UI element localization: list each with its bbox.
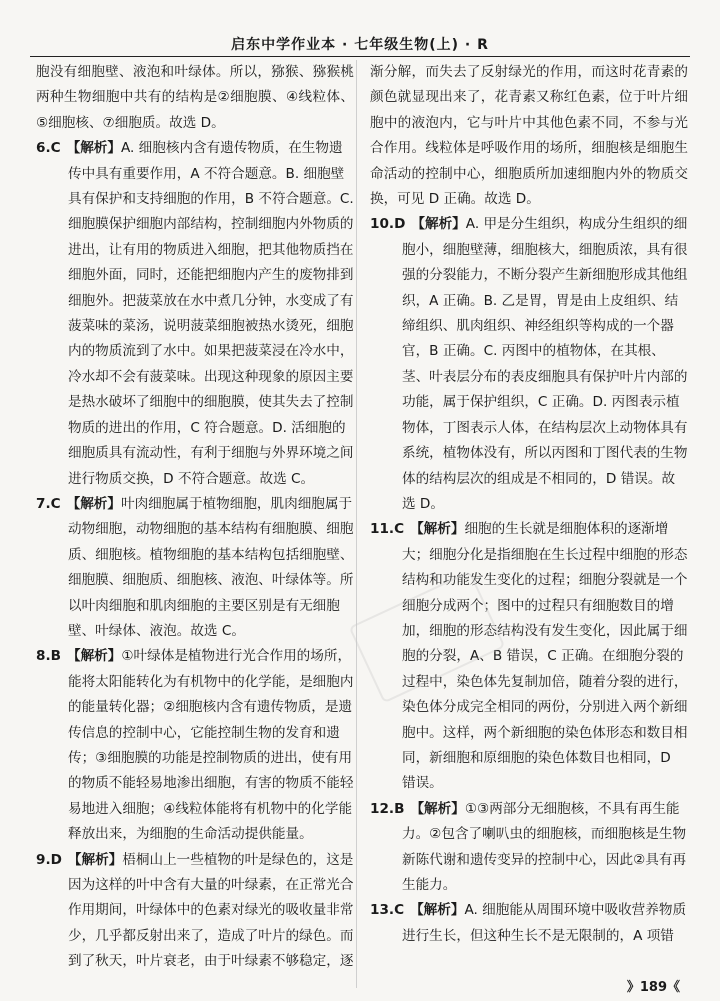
header-rule <box>30 56 690 57</box>
item-number: 10. <box>370 216 395 233</box>
page-header <box>0 0 720 62</box>
item-number: 9. <box>36 851 51 868</box>
answer-item-6 <box>36 136 354 492</box>
continued-paragraph: 胞没有细胞壁、液泡和叶绿体。所以，猕猴、猕猴桃两种生物细胞中共有的结构是②细胞膜、④线粒体、⑤细胞核、⑦细胞质。故选 D。 <box>36 64 354 131</box>
item-answer: C <box>394 521 405 538</box>
answer-item-10 <box>370 212 688 517</box>
item-answer: D <box>394 216 406 233</box>
analysis-tag: 【解析】 <box>410 800 465 817</box>
item-number: 13. <box>370 902 395 919</box>
item-text: A. 甲是分生组织，构成分生组织的细胞小，细胞壁薄，细胞核大，细胞质浓，具有很强的分裂能力，不断分裂产生新细胞形成其他组织，A 正确。B. 乙是胃，胃是由上皮组织、结缔组织、肌肉组织、神经组织等构成的一个器官，B 正确。C. 丙图中的植物体，在其根、茎、叶表层分布的表皮细胞具有保护叶片内部的功能，属于保护组织，C 正确。D. 丙图表示植物体，丁图表示人体，在结构层次上动物体具有系统，植物体没有，所以丙图和丁图代表的生物体的结构层次的组成是不相同的，D 错误。故选 D。 <box>402 216 688 512</box>
answer-item-7 <box>36 492 354 644</box>
answer-item-13 <box>370 898 688 949</box>
item-text: A. 细胞能从周围环境中吸收营养物质进行生长，但这种生长不是无限制的，A 项错 <box>402 902 687 944</box>
continued-paragraph: 渐分解，而失去了反射绿光的作用，而这时花青素的颜色就显现出来了，花青素又称红色素，位于叶片细胞中的液泡内，它与叶片中其他色素不同，不参与光合作用。线粒体是呼吸作用的场所，细胞核是细胞生命活动的控制中心，细胞质所加速细胞内外的物质交换，可见 D 正确。故选 D。 <box>370 64 688 208</box>
answer-item-12 <box>370 797 688 899</box>
header-title: 启东中学作业本 · 七年级生物(上) · R <box>231 37 489 53</box>
item-text: 细胞的生长就是细胞体积的逐渐增大；细胞分化是指细胞在生长过程中细胞的形态结构和功能发生变化的过程；细胞分裂就是一个细胞分成两个；图中的过程只有细胞数目的增加，细胞的形态结构没有发生变化，因此属于细胞的分裂，A、B 错误，C 正确。在细胞分裂的过程中，染色体先复制加倍，随着分裂的进行，染色体分成完全相同的两份，分别进入两个新细胞中。这样，两个新细胞的染色体形态和数目相同，新细胞和原细胞的染色体数目也相同，D 错误。 <box>402 521 688 792</box>
analysis-tag: 【解析】 <box>67 648 122 665</box>
item-number: 8. <box>36 648 51 665</box>
page-number: 》189《 <box>626 980 680 995</box>
item-answer: B <box>50 648 61 665</box>
analysis-tag: 【解析】 <box>66 140 121 157</box>
item-text: ①③两部分无细胞核，不具有再生能力。②包含了喇叭虫的细胞核，而细胞核是生物新陈代谢和遗传变异的控制中心，因此②具有再生能力。 <box>402 800 687 893</box>
item-answer: C <box>50 495 61 512</box>
item-text: A. 细胞核内含有遗传物质，在生物遗传中具有重要作用，A 不符合题意。B. 细胞壁具有保护和支持细胞的作用，B 不符合题意。C. 细胞膜保护细胞内部结构，控制细胞内外物质的进出，让有用的物质进入细胞，把其他物质挡在细胞外面，同时，还能把细胞内产生的废物排到细胞外。把菠菜放在水中煮几分钟，水变成了有菠菜味的菜汤，说明菠菜细胞被热水烫死，细胞内的物质流到了水中。如果把菠菜浸在冷水中，冷水却不会有菠菜味。出现这种现象的原因主要是热水破坏了细胞中的细胞膜，使其失去了控制物质的进出的作用，C 符合题意。D. 活细胞的细胞质具有流动性，有利于细胞与外界环境之间进行物质交换，D 不符合题意。故选 C。 <box>68 140 354 487</box>
answer-item-9 <box>36 848 354 975</box>
item-number: 6. <box>36 140 51 157</box>
right-column <box>370 60 688 949</box>
item-text: 梧桐山上一些植物的叶是绿色的，这是因为这样的叶中含有大量的叶绿素，在正常光合作用期间，叶绿体中的色素对绿光的吸收量非常少，几乎都反射出来了，造成了叶片的绿色。而到了秋天，叶片衰老，由于叶绿素不够稳定，逐 <box>68 851 354 970</box>
analysis-tag: 【解析】 <box>66 495 121 512</box>
item-answer: B <box>394 800 405 817</box>
answer-item-8 <box>36 644 354 847</box>
item-text: ①叶绿体是植物进行光合作用的场所，能将太阳能转化为有机物中的化学能，是细胞内的能量转化器；②细胞核内含有遗传物质，是遗传信息的控制中心，它能控制生物的发育和遗传；③细胞膜的功能是控制物质的进出，使有用的物质不能轻易地渗出细胞，有害的物质不能轻易地进入细胞；④线粒体能将有机物中的化学能释放出来，为细胞的生命活动提供能量。 <box>68 648 354 843</box>
item-answer: C <box>394 902 405 919</box>
item-number: 7. <box>36 495 51 512</box>
item-answer: C <box>50 140 61 157</box>
left-column <box>36 60 354 975</box>
analysis-tag: 【解析】 <box>410 521 465 538</box>
item-number: 12. <box>370 800 395 817</box>
column-divider <box>356 60 357 988</box>
item-text: 叶肉细胞属于植物细胞，肌肉细胞属于动物细胞，动物细胞的基本结构有细胞膜、细胞质、细胞核。植物细胞的基本结构包括细胞壁、细胞膜、细胞质、细胞核、液泡、叶绿体等。所以叶肉细胞和肌肉细胞的主要区别是有无细胞壁、叶绿体、液泡。故选 C。 <box>68 495 354 639</box>
analysis-tag: 【解析】 <box>411 216 466 233</box>
analysis-tag: 【解析】 <box>410 902 465 919</box>
item-number: 11. <box>370 521 395 538</box>
analysis-tag: 【解析】 <box>67 851 123 868</box>
item-answer: D <box>50 851 62 868</box>
